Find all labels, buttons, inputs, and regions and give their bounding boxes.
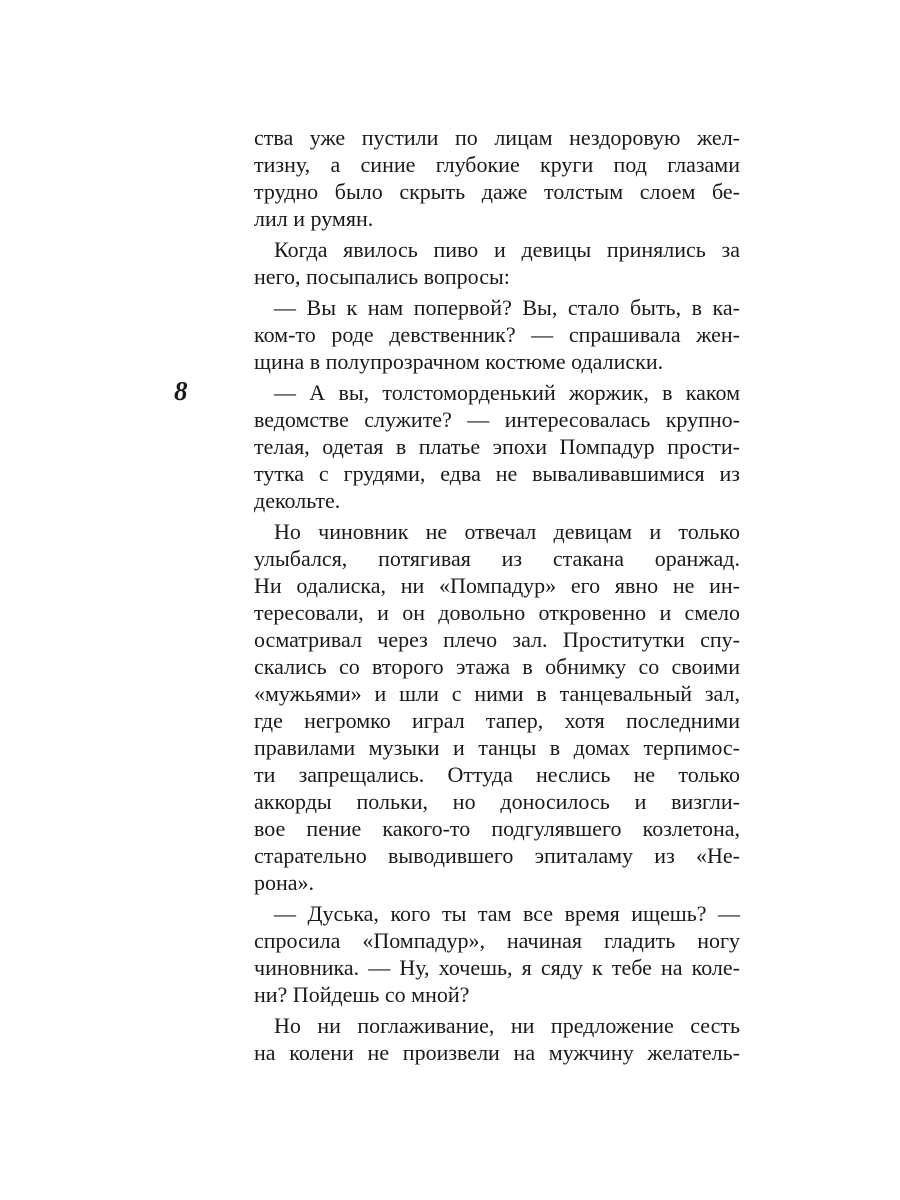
body-text	[254, 124, 740, 1070]
text-line: тизну, а синие глубокие круги под глазами	[254, 152, 740, 177]
text-line: на колени не произвели на мужчину желатель-	[254, 1040, 740, 1065]
text-line: лил и румян.	[254, 206, 374, 231]
text-line: щина в полупрозрачном костюме одалиски.	[254, 349, 664, 374]
text-line: улыбался, потягивая из стакана оранжад.	[254, 546, 740, 571]
text-line: где негромко играл тапер, хотя последними	[254, 708, 740, 733]
text-line: Но ни поглаживание, ни предложение сесть	[274, 1013, 740, 1038]
text-line: скались со второго этажа в обнимку со своими	[254, 654, 740, 679]
paragraph	[254, 518, 740, 896]
text-line: правилами музыки и танцы в домах терпимос-	[254, 735, 740, 760]
text-line: Но чиновник не отвечал девицам и только	[274, 519, 740, 544]
page-number: 8	[174, 376, 188, 406]
text-line: ти запрещались. Оттуда неслись не только	[254, 762, 740, 787]
paragraph	[254, 124, 740, 232]
paragraph	[254, 900, 740, 1008]
text-line: спросила «Помпадур», начиная гладить ногу	[254, 928, 740, 953]
text-line: него, посыпались вопросы:	[254, 264, 510, 289]
text-line: ства уже пустили по лицам нездоровую жел-	[254, 125, 740, 150]
text-line: ведомстве служите? — интересовалась крупно-	[254, 407, 740, 432]
text-line: декольте.	[254, 488, 341, 513]
text-line: ни? Пойдешь со мной?	[254, 982, 470, 1007]
text-line: телая, одетая в платье эпохи Помпадур прости-	[254, 434, 740, 459]
paragraph	[254, 294, 740, 375]
text-line: трудно было скрыть даже толстым слоем бе-	[254, 179, 740, 204]
text-line: — Вы к нам попервой? Вы, стало быть, в ка-	[274, 295, 740, 320]
text-line: рона».	[254, 870, 315, 895]
text-line: Когда явилось пиво и девицы принялись за	[274, 237, 740, 262]
text-line: чиновника. — Ну, хочешь, я сяду к тебе на коле-	[254, 955, 740, 980]
paragraph	[254, 379, 740, 514]
text-line: старательно выводившего эпиталаму из «Не-	[254, 843, 740, 868]
text-line: — Дуська, кого ты там все время ищешь? —	[274, 901, 740, 926]
text-line: аккорды польки, но доносилось и визгли-	[254, 789, 740, 814]
text-line: «мужьями» и шли с ними в танцевальный зал,	[254, 681, 740, 706]
text-line: тутка с грудями, едва не вываливавшимися из	[254, 461, 740, 486]
paragraph	[254, 1012, 740, 1066]
text-line: тересовали, и он довольно откровенно и смело	[254, 600, 740, 625]
text-line: ком-то роде девственник? — спрашивала жен-	[254, 322, 740, 347]
text-line: — А вы, толстоморденький жоржик, в каком	[274, 380, 740, 405]
text-line: осматривал через плечо зал. Проститутки спу-	[254, 627, 740, 652]
text-line: Ни одалиска, ни «Помпадур» его явно не ин-	[254, 573, 740, 598]
text-line: вое пение какого-то подгулявшего козлетона,	[254, 816, 740, 841]
paragraph	[254, 236, 740, 290]
